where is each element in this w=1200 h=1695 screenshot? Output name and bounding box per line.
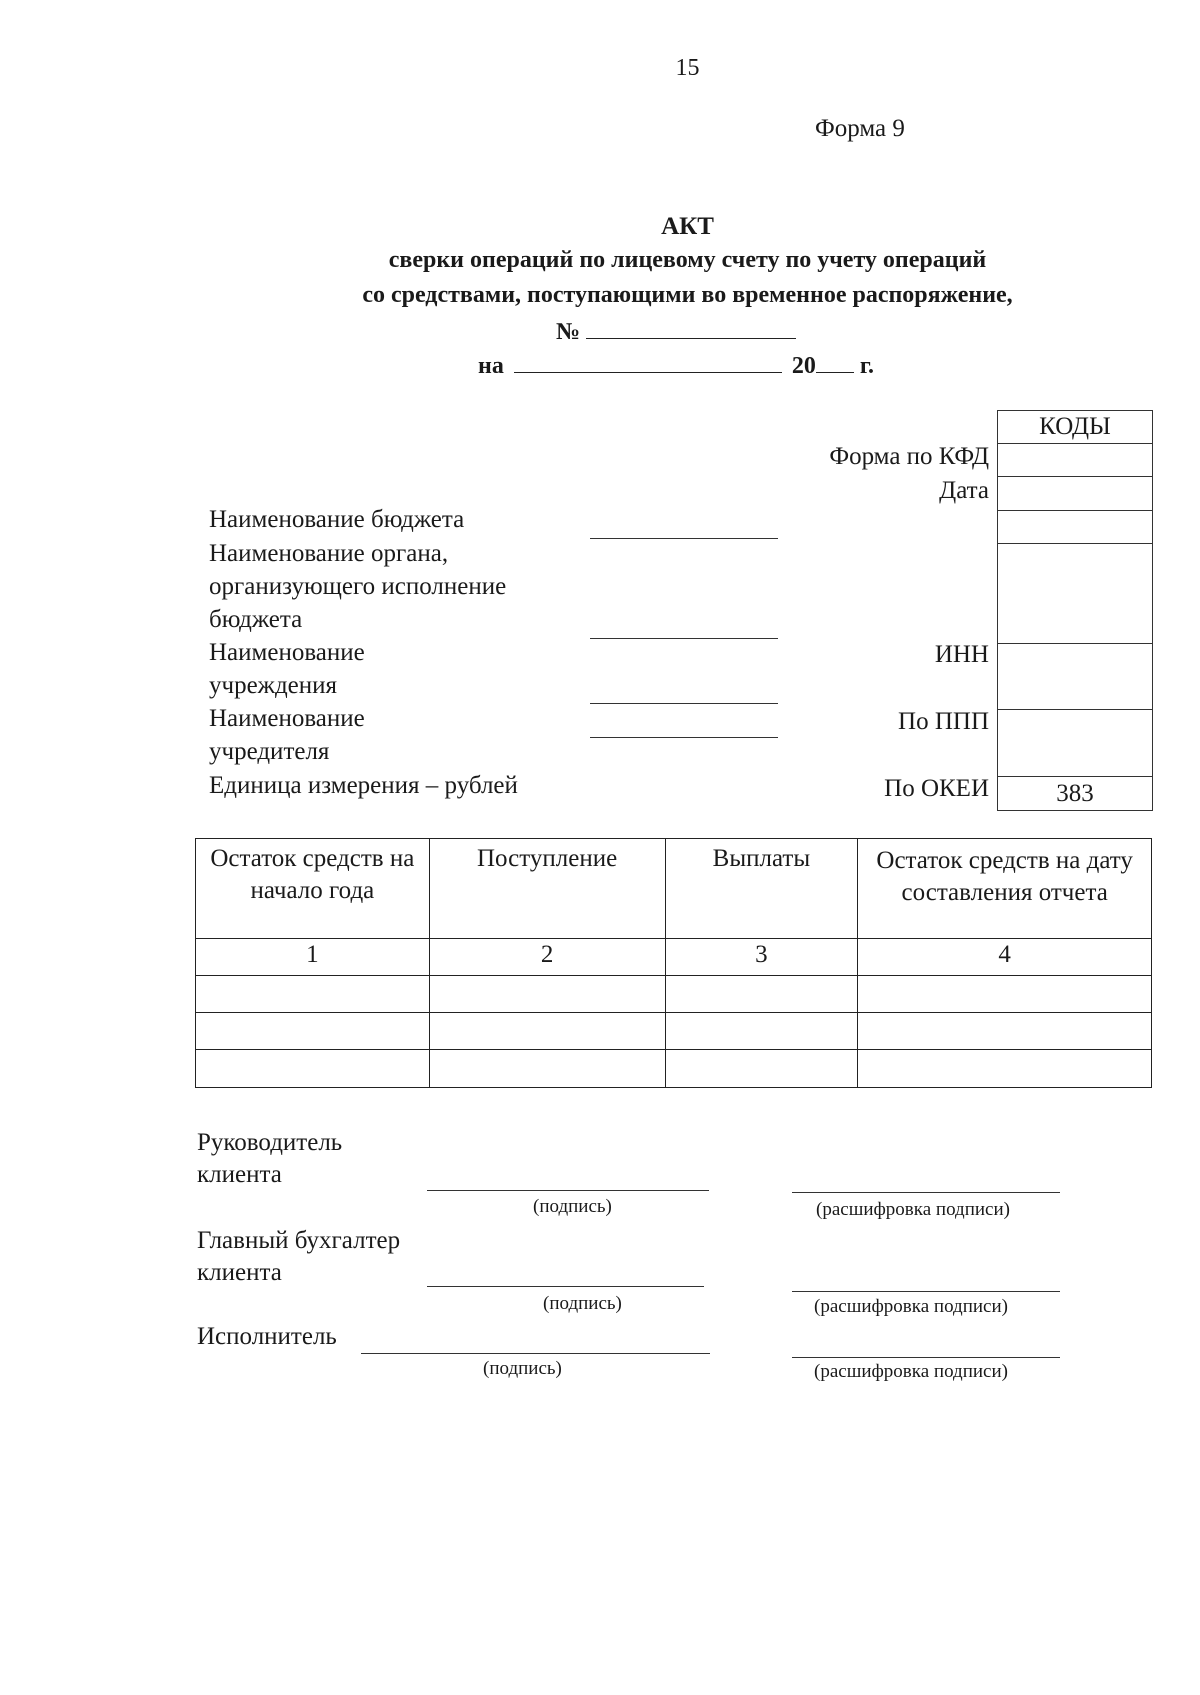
budget-name-field[interactable] — [590, 538, 778, 539]
column-number: 2 — [429, 939, 665, 976]
executor-label: Исполнитель — [197, 1323, 337, 1350]
date-label: Дата — [939, 477, 989, 504]
act-number-field[interactable] — [586, 316, 796, 339]
table-row — [196, 1050, 1152, 1088]
table-cell[interactable] — [429, 1013, 665, 1050]
accountant-label — [197, 1225, 400, 1289]
table-cell[interactable] — [429, 976, 665, 1013]
act-year-field[interactable] — [816, 350, 854, 373]
executor-signature-caption: (подпись) — [483, 1358, 562, 1379]
document-subtitle-line1: сверки операций по лицевому счету по учету операций — [388, 247, 987, 273]
organ-code-cell[interactable] — [998, 544, 1153, 644]
header-closing-balance: Остаток средств на дату составления отчета — [858, 839, 1152, 939]
form-kfd-code-cell[interactable] — [998, 444, 1153, 477]
table-cell[interactable] — [196, 976, 430, 1013]
institution-name-field[interactable] — [590, 703, 778, 704]
executor-signature-field[interactable] — [361, 1353, 710, 1354]
header-opening-balance: Остаток средств на начало года — [196, 839, 430, 939]
executor-decoding-caption: (расшифровка подписи) — [814, 1361, 1008, 1382]
budget-code-cell[interactable] — [998, 511, 1153, 544]
institution-name-label — [209, 636, 365, 702]
balance-table — [195, 838, 1152, 1088]
number-sign: № — [556, 319, 581, 345]
founder-name-label-line2: учредителя — [209, 738, 330, 765]
date-code-cell[interactable] — [998, 477, 1153, 511]
table-cell[interactable] — [196, 1013, 430, 1050]
accountant-label-line2: клиента — [197, 1259, 282, 1286]
form-kfd-label: Форма по КФД — [829, 443, 989, 470]
date-suffix: г. — [859, 353, 875, 379]
accountant-signature-caption: (подпись) — [543, 1293, 622, 1314]
document-title: АКТ — [661, 213, 714, 240]
table-cell[interactable] — [665, 976, 858, 1013]
organ-name-field[interactable] — [590, 638, 778, 639]
act-number-line — [556, 316, 796, 346]
budget-name-label: Наименование бюджета — [209, 506, 465, 533]
column-number: 1 — [196, 939, 430, 976]
act-date-line — [478, 350, 874, 380]
table-cell[interactable] — [665, 1050, 858, 1088]
head-label-line2: клиента — [197, 1161, 282, 1188]
head-signature-caption: (подпись) — [533, 1196, 612, 1217]
founder-name-field[interactable] — [590, 737, 778, 738]
table-cell[interactable] — [858, 976, 1152, 1013]
table-cell[interactable] — [858, 1013, 1152, 1050]
accountant-label-line1: Главный бухгалтер — [197, 1227, 401, 1254]
table-row — [196, 976, 1152, 1013]
table-cell[interactable] — [665, 1013, 858, 1050]
okei-code-cell: 383 — [998, 777, 1153, 811]
page-number: 15 — [675, 55, 700, 81]
head-signature-field[interactable] — [427, 1190, 709, 1191]
column-number: 4 — [858, 939, 1152, 976]
founder-name-label — [209, 702, 365, 768]
unit-label: Единица измерения – рублей — [209, 772, 518, 799]
institution-name-label-line1: Наименование — [209, 639, 365, 666]
column-number: 3 — [665, 939, 858, 976]
head-label — [197, 1127, 342, 1191]
form-number: Форма 9 — [815, 115, 905, 142]
table-cell[interactable] — [196, 1050, 430, 1088]
codes-table — [997, 410, 1153, 811]
organ-name-label-line2: организующего исполнение — [209, 573, 507, 600]
founder-name-label-line1: Наименование — [209, 705, 365, 732]
act-date-field[interactable] — [514, 350, 782, 373]
institution-name-label-line2: учреждения — [209, 672, 338, 699]
document-subtitle-line2: со средствами, поступающими во временное распоряжение, — [362, 282, 1013, 308]
organ-name-label — [209, 537, 506, 636]
kpp-label: По ППП — [898, 708, 989, 735]
date-prefix: на — [478, 353, 504, 379]
accountant-decoding-field[interactable] — [792, 1291, 1060, 1292]
executor-decoding-field[interactable] — [792, 1357, 1060, 1358]
table-row — [196, 1013, 1152, 1050]
accountant-decoding-caption: (расшифровка подписи) — [814, 1296, 1008, 1317]
head-label-line1: Руководитель — [197, 1129, 343, 1156]
head-decoding-caption: (расшифровка подписи) — [816, 1199, 1010, 1220]
kpp-code-cell[interactable] — [998, 710, 1153, 777]
header-receipts: Поступление — [429, 839, 665, 939]
organ-name-label-line3: бюджета — [209, 606, 303, 633]
table-cell[interactable] — [858, 1050, 1152, 1088]
inn-label: ИНН — [934, 641, 989, 668]
table-cell[interactable] — [429, 1050, 665, 1088]
codes-header: КОДЫ — [998, 411, 1153, 444]
okei-label: По ОКЕИ — [884, 775, 989, 802]
inn-code-cell[interactable] — [998, 644, 1153, 710]
head-decoding-field[interactable] — [792, 1192, 1060, 1193]
header-payments: Выплаты — [665, 839, 858, 939]
organ-name-label-line1: Наименование органа, — [209, 540, 449, 567]
accountant-signature-field[interactable] — [427, 1286, 704, 1287]
date-year-prefix: 20 — [791, 353, 816, 379]
